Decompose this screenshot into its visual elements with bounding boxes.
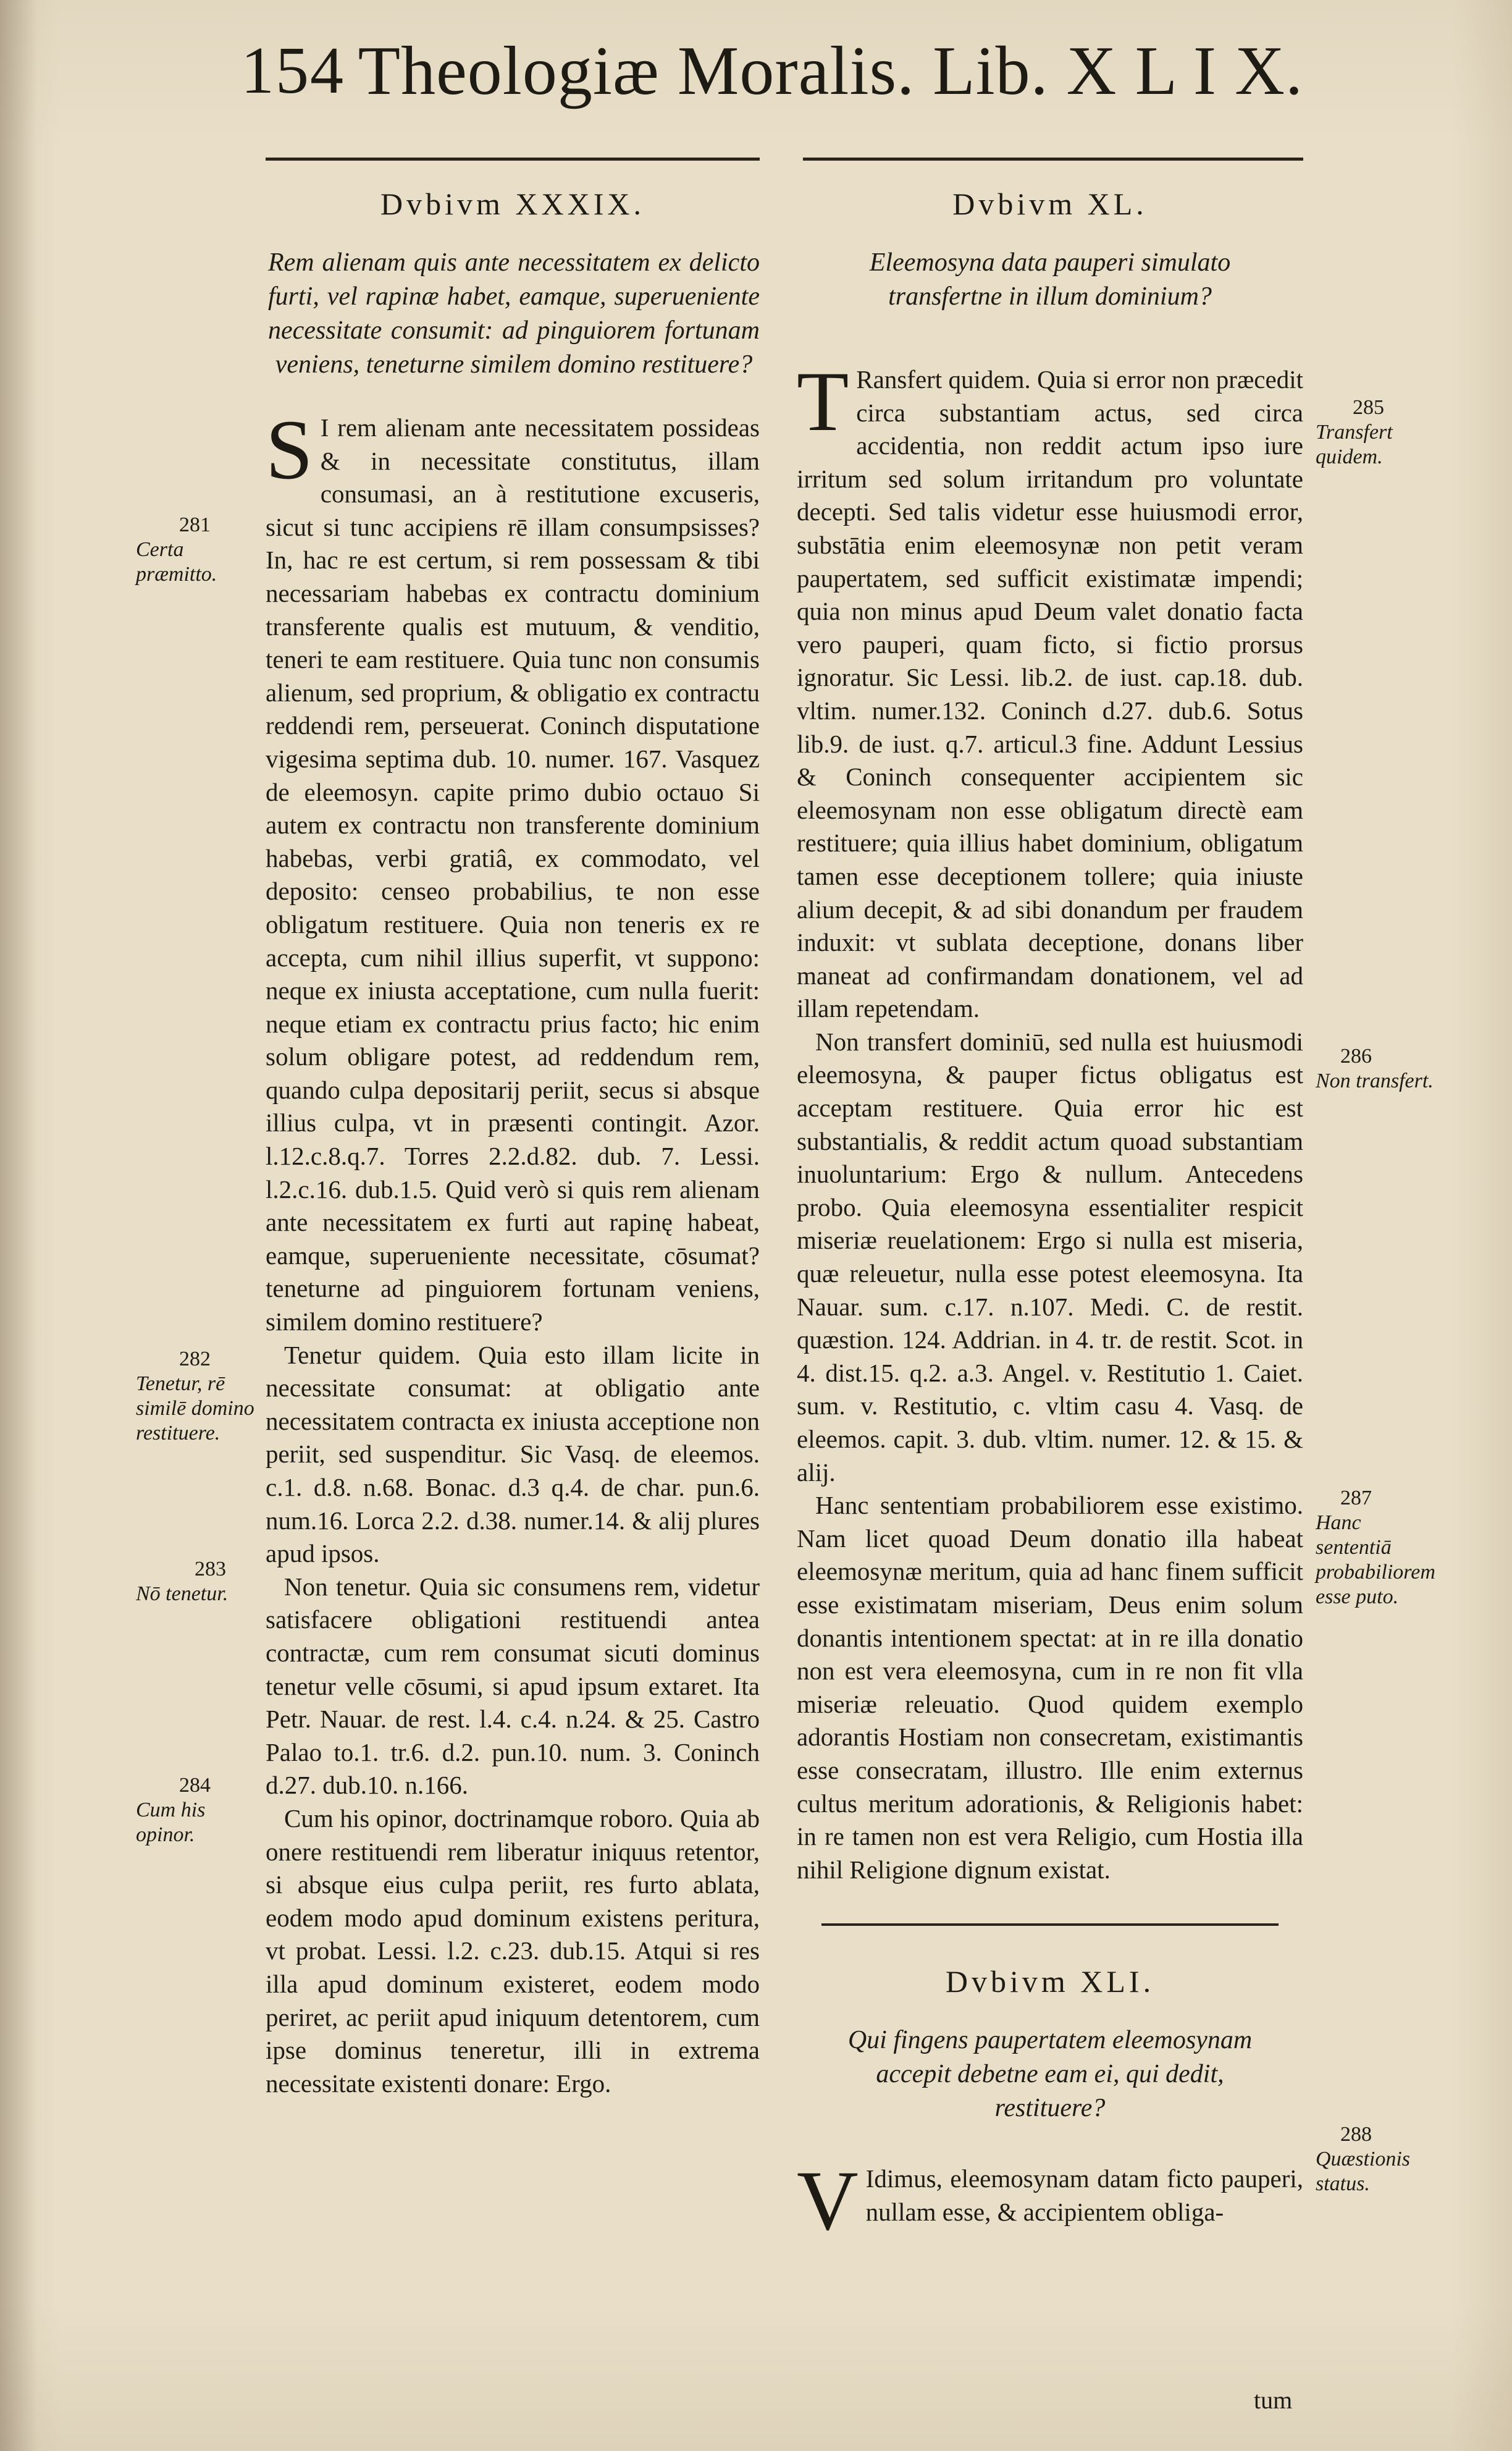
margin-note-284: 284 Cum his opinor. [136, 1774, 211, 1846]
right-column [797, 185, 1303, 2248]
drop-cap: T [797, 354, 849, 449]
paragraph-287: Hanc sententiam probabiliorem esse existimo. Nam licet quoad Deum donatio illa habeat eleemosynæ meritum, quia ad hanc finem sufficit esse existimatam miseriam, Deus enim solum donantis intentionem spectat: at in re illa donatio non est vera eleemosyna, cum in re non fit vlla miseriæ releuatio. Quod quidem exemplo adorantis Hostiam non consecretam, existimantis esse consecratam, illustro. Ille enim externus cultus meritum adorationis, & Religionis habet: in re tamen non est vera Religio, cum Hostia illa nihil Religione dignum existat. [797, 1491, 1303, 1884]
margin-note-287: 287 Hanc sententiā probabiliorem esse puto. [1316, 1487, 1435, 1608]
margin-note-283: 283 Nō tenetur. [136, 1558, 229, 1605]
paragraph-282: Tenetur quidem. Quia esto illam licite in necessitate consumat: at obligatio ante necessitatem contracta ex iniusta acceptione non periit, sed suspenditur. Sic Vasq. de eleemos. c.1. d.8. n.68. Bonac. d.3 q.4. de char. pun.6. num.16. Lorca 2.2. d.38. numer.14. & alij plures apud ipsos. [266, 1340, 760, 1568]
paragraph-285: T Ransfert quidem. Quia si error non præcedit circa substantiam actus, sed circa accidentia, non reddit actum ipso iure irritum sed solum irritandum pro voluntate decepti. Sed talis videtur esse huiusmodi error, substātia enim eleemosynæ non petit veram paupertatem, sed sufficit existimatæ impendi; quia non minus apud Deum valet donatio facta vero pauperi, quam ficto, si fictio prorsus ignoratur. Sic Lessi. lib.2. de iust. cap.18. dub. vltim. numer.132. Coninch d.27. dub.6. Sotus lib.9. de iust. q.7. articul.3 fine. Addunt Lessius & Coninch consequenter accipientem sic eleemosynam non esse obligatum directè eam restituere; quia illius habet dominium, obligatum tamen esse deceptionem tollere; quia iniuste alium decepit, & ad sibi donandum per fraudem induxit: vt sublata deceptione, donans liber maneat ad confirmandam donationem, vel ad illam repetendam. [797, 354, 1303, 1023]
margin-note-286: 286 Non transfert. [1316, 1045, 1434, 1092]
margin-note-281: 281 Certa præmitto. [136, 513, 217, 586]
margin-note-288: 288 Quæstionis status. [1316, 2123, 1411, 2195]
margin-note-282: 282 Tenetur, rē similē domino restituere. [136, 1348, 254, 1445]
gutter-shadow [0, 0, 37, 2451]
drop-cap: V [797, 2153, 859, 2248]
paragraph-283: Non tenetur. Quia sic consumens rem, videtur satisfacere obligationi restituendi antea contractæ, cum rem consumat sicuti dominus tenetur velle cōsumi, si apud ipsum extaret. Ita Petr. Nauar. de rest. l.4. c.4. n.24. & 25. Castro Palao to.1. tr.6. d.2. pun.10. num. 3. Coninch d.27. dub.10. n.166. [266, 1572, 760, 1800]
dubium-heading-39: Dvbivm XXXIX. [380, 187, 645, 221]
question-40: Eleemosyna data pauperi simulato transfertne in illum dominium? [869, 248, 1231, 311]
paragraph-284: Cum his opinor, doctrinamque roboro. Quia ab onere restituendi rem liberatur iniquus retentor, si absque eius culpa periit, res furto ablata, eodem modo apud dominum existens peritura, vt probat. Lessi. l.2. c.23. dub.15. Atqui si res illa apud dominum existeret, eodem modo periret, ac periit apud iniquum detentorem, cum ipse dominus teneretur, illi in extrema necessitate existenti donare: Ergo. [266, 1803, 760, 2098]
page-header [241, 25, 1303, 117]
question-41: Qui fingens paupertatem eleemosynam accepit debetne eam ei, qui dedit, restituere? [847, 2026, 1253, 2123]
catchword: tum [1254, 2386, 1293, 2414]
margin-note-285: 285 Transfert quidem. [1316, 396, 1393, 468]
page-number: 154 [241, 34, 345, 108]
drop-cap: S [266, 402, 313, 497]
running-title: Theologiæ Moralis. Lib. X L I X. [358, 33, 1303, 109]
paragraph-286: Non transfert dominiū, sed nulla est huiusmodi eleemosyna, & pauper fictus obligatus est acceptam restituere. Quia error hic est substantialis, & reddit actum quoad substantiam inuoluntarium: Ergo & nullum. Antecedens probo. Quia eleemosyna essentialiter respicit miseriæ reuelationem: Ergo si nulla est miseria, quæ releuetur, nulla esse potest eleemosyna. Ita Nauar. sum. c.17. n.107. Medi. C. de restit. quæstion. 124. Addrian. in 4. tr. de restit. Scot. in 4. dist.15. q.2. a.3. Angel. v. Restitutio 1. Caiet. sum. v. Restitutio, c. vltim casu 4. Vasq. de eleemos. capit. 3. dub. vltim. numer. 12. & 15. & alij. [797, 1027, 1303, 1487]
question-39: Rem alienam quis ante necessitatem ex delicto furti, vel rapinæ habet, eamque, superueniente necessitate consumit: ad pinguiorem fortunam veniens, teneturne similem domino restituere? [268, 248, 760, 379]
left-header-rule [266, 158, 760, 161]
section-rule [821, 1923, 1279, 1926]
right-header-rule [803, 158, 1303, 161]
dubium-heading-41: Dvbivm XLI. [945, 1964, 1155, 1999]
paragraph-288: V Idimus, eleemosynam datam ficto pauperi, nullam esse, & accipientem obliga- [797, 2153, 1303, 2248]
left-column [266, 185, 760, 2100]
dubium-heading-40: Dvbivm XL. [952, 187, 1148, 221]
paragraph-281: S I rem alienam ante necessitatem possideas & in necessitate constitutus, illam consumasi, an à restitutione excuseris, sicut si tunc accipiens rē illam consumpsisses? In, hac re est certum, si rem possessam & tibi necessariam habebas ex contractu dominium transferente qualis est mutuum, & venditio, teneri te eam restituere. Quia tunc non consumis alienum, sed proprium, & obligatio ex contractu reddendi rem, perseuerat. Coninch disputatione vigesima septima dub. 10. numer. 167. Vasquez de eleemosyn. capite primo dubio octauo Si autem ex contractu non transferente dominium habebas, verbi gratiâ, ex commodato, vel deposito: censeo probabilius, te non esse obligatum restituere. Quia non teneris ex re accepta, cum nihil illius superfit, vt suppono: neque ex iniusta acceptatione, cum nulla fuerit: neque etiam ex contractu prius facto; hic enim solum obligare potest, ad reddendum rem, quando culpa depositarij periit, secus si absque illius culpa, vt in præsenti contingit. Azor. l.12.c.8.q.7. Torres 2.2.d.82. dub. 7. Lessi. l.2.c.16. dub.1.5. Quid verò si quis rem alienam ante necessitatem ex furti aut rapinę habeat, eamque, superueniente necessitate, cōsumat? teneturne ad pinguiorem fortunam veniens, similem domino restituere? [266, 402, 760, 1336]
